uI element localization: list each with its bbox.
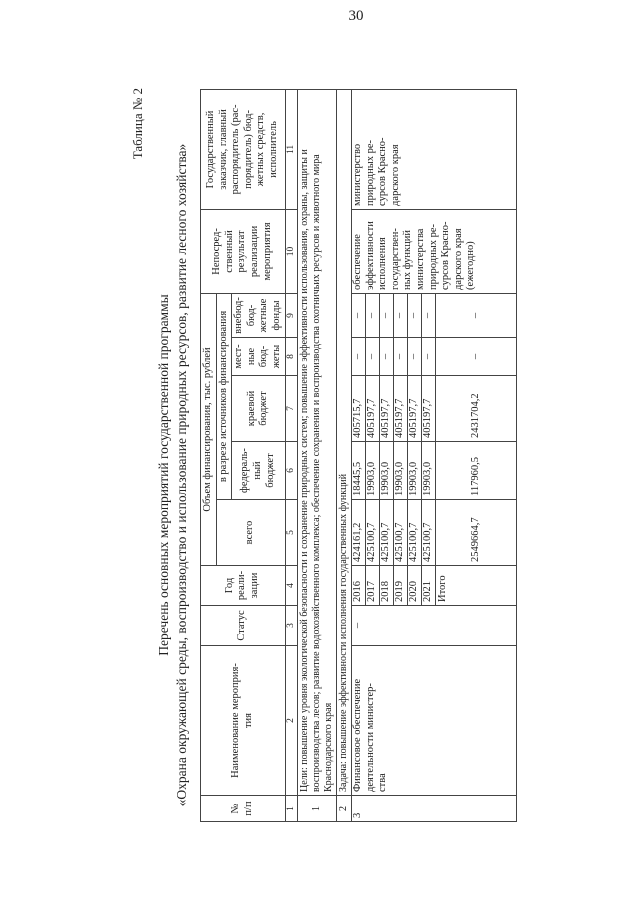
header-extra: внебюд- бюд- жетные фонды	[232, 293, 285, 337]
year-cell: 2016	[351, 566, 365, 606]
year-cell: 2019	[393, 566, 407, 606]
year-cell: 2017	[365, 566, 379, 606]
federal-cell: 19903,0	[379, 442, 393, 500]
index-cell: 5	[285, 500, 297, 566]
column-index-row	[285, 89, 297, 821]
index-cell: 4	[285, 566, 297, 606]
grand-federal-cell: 117960,5	[435, 442, 516, 500]
regional-cell: 405197,7	[407, 376, 421, 442]
local-cell: –	[351, 338, 365, 376]
index-cell: 2	[285, 646, 297, 796]
task-row	[336, 89, 351, 821]
regional-cell: 405197,7	[365, 376, 379, 442]
header-status: Статус	[201, 606, 286, 646]
index-cell: 8	[285, 338, 297, 376]
index-cell: 11	[285, 89, 297, 209]
extra-cell: –	[407, 293, 421, 337]
local-cell: –	[365, 338, 379, 376]
title-line-2: «Охрана окружающей среды, воспроизводство и использование природных ресурсов, развитие лесного хозяйства»	[174, 143, 189, 807]
header-row-1	[201, 89, 217, 821]
header-num: № п/п	[201, 796, 286, 822]
item-customer: министерство природных ре- сурсов Красно- дарского края	[351, 89, 516, 209]
header-regional: краевой бюджет	[232, 376, 285, 442]
local-cell: –	[379, 338, 393, 376]
regional-cell: 405197,7	[379, 376, 393, 442]
federal-cell: 18445,5	[351, 442, 365, 500]
table-label: Таблица № 2	[130, 88, 145, 160]
federal-cell: 19903,0	[365, 442, 379, 500]
task-text: Задача: повышение эффективности исполнения государственных функций	[336, 89, 351, 795]
header-federal: федераль- ный бюджет	[232, 442, 285, 500]
regional-cell: 405715,7	[351, 376, 365, 442]
grand-local-cell: –	[435, 338, 516, 376]
item-result: обеспечение эффективности исполнения государствен- ных функций министерства природных ре- сурсов Красно- дарского края (ежегодно)	[351, 209, 516, 293]
index-cell: 10	[285, 209, 297, 293]
grand-total-cell: 2549664,7	[435, 500, 516, 566]
local-cell: –	[421, 338, 435, 376]
local-cell: –	[393, 338, 407, 376]
total-cell: 425100,7	[365, 500, 379, 566]
page-number: 30	[348, 8, 364, 24]
goal-text: Цели: повышение уровня экологической безопасности и сохранение природных систем; повышение эффективности использования, охраны, защиты и воспроизводства лесов; развитие водохозяйственного комплекса; обеспечение сохранения и воспроизводства охотничьих ресурсов и животного мира Краснодарского края	[297, 89, 336, 795]
header-volume: Объем финансирования, тыс. рублей	[201, 293, 217, 565]
local-cell: –	[407, 338, 421, 376]
header-local: мест- ные бюд- жеты	[232, 338, 285, 376]
item-num: 3	[351, 796, 516, 822]
rotated-page-content	[102, 80, 612, 870]
extra-cell: –	[351, 293, 365, 337]
extra-cell: –	[393, 293, 407, 337]
year-cell: 2020	[407, 566, 421, 606]
extra-cell: –	[365, 293, 379, 337]
index-cell: 1	[285, 796, 297, 822]
grand-extra-cell: –	[435, 293, 516, 337]
task-num: 2	[336, 796, 351, 822]
header-name: Наименование мероприя- тия	[201, 646, 286, 796]
item-status: –	[351, 606, 516, 646]
regional-cell: 405197,7	[421, 376, 435, 442]
table-row	[351, 89, 365, 821]
federal-cell: 19903,0	[421, 442, 435, 500]
header-customer: Государственный заказчик, главный распорядитель (рас- порядитель) бюд- жетных средств, исполнитель	[201, 89, 286, 209]
header-year: Год реали- зации	[201, 566, 286, 606]
extra-cell: –	[421, 293, 435, 337]
federal-cell: 19903,0	[407, 442, 421, 500]
total-cell: 425100,7	[407, 500, 421, 566]
header-result: Непосред- ственный результат реализации мероприятия	[201, 209, 286, 293]
index-cell: 9	[285, 293, 297, 337]
total-cell: 425100,7	[421, 500, 435, 566]
item-name: Финансовое обеспечение деятельности министер- ства	[351, 646, 516, 796]
title-line-1: Перечень основных мероприятий государственной программы	[156, 294, 171, 656]
regional-cell: 405197,7	[393, 376, 407, 442]
index-cell: 6	[285, 442, 297, 500]
total-label: Итого	[435, 566, 516, 606]
goal-num: 1	[297, 796, 336, 822]
index-cell: 3	[285, 606, 297, 646]
year-cell: 2018	[379, 566, 393, 606]
total-cell: 425100,7	[379, 500, 393, 566]
total-cell: 424161,2	[351, 500, 365, 566]
grand-regional-cell: 2431704,2	[435, 376, 516, 442]
year-cell: 2021	[421, 566, 435, 606]
federal-cell: 19903,0	[393, 442, 407, 500]
header-total: всего	[216, 500, 285, 566]
goal-row	[297, 89, 336, 821]
extra-cell: –	[379, 293, 393, 337]
measures-table	[200, 89, 517, 822]
header-breakdown: в разрезе источников финансирования	[216, 293, 232, 499]
index-cell: 7	[285, 376, 297, 442]
total-cell: 425100,7	[393, 500, 407, 566]
